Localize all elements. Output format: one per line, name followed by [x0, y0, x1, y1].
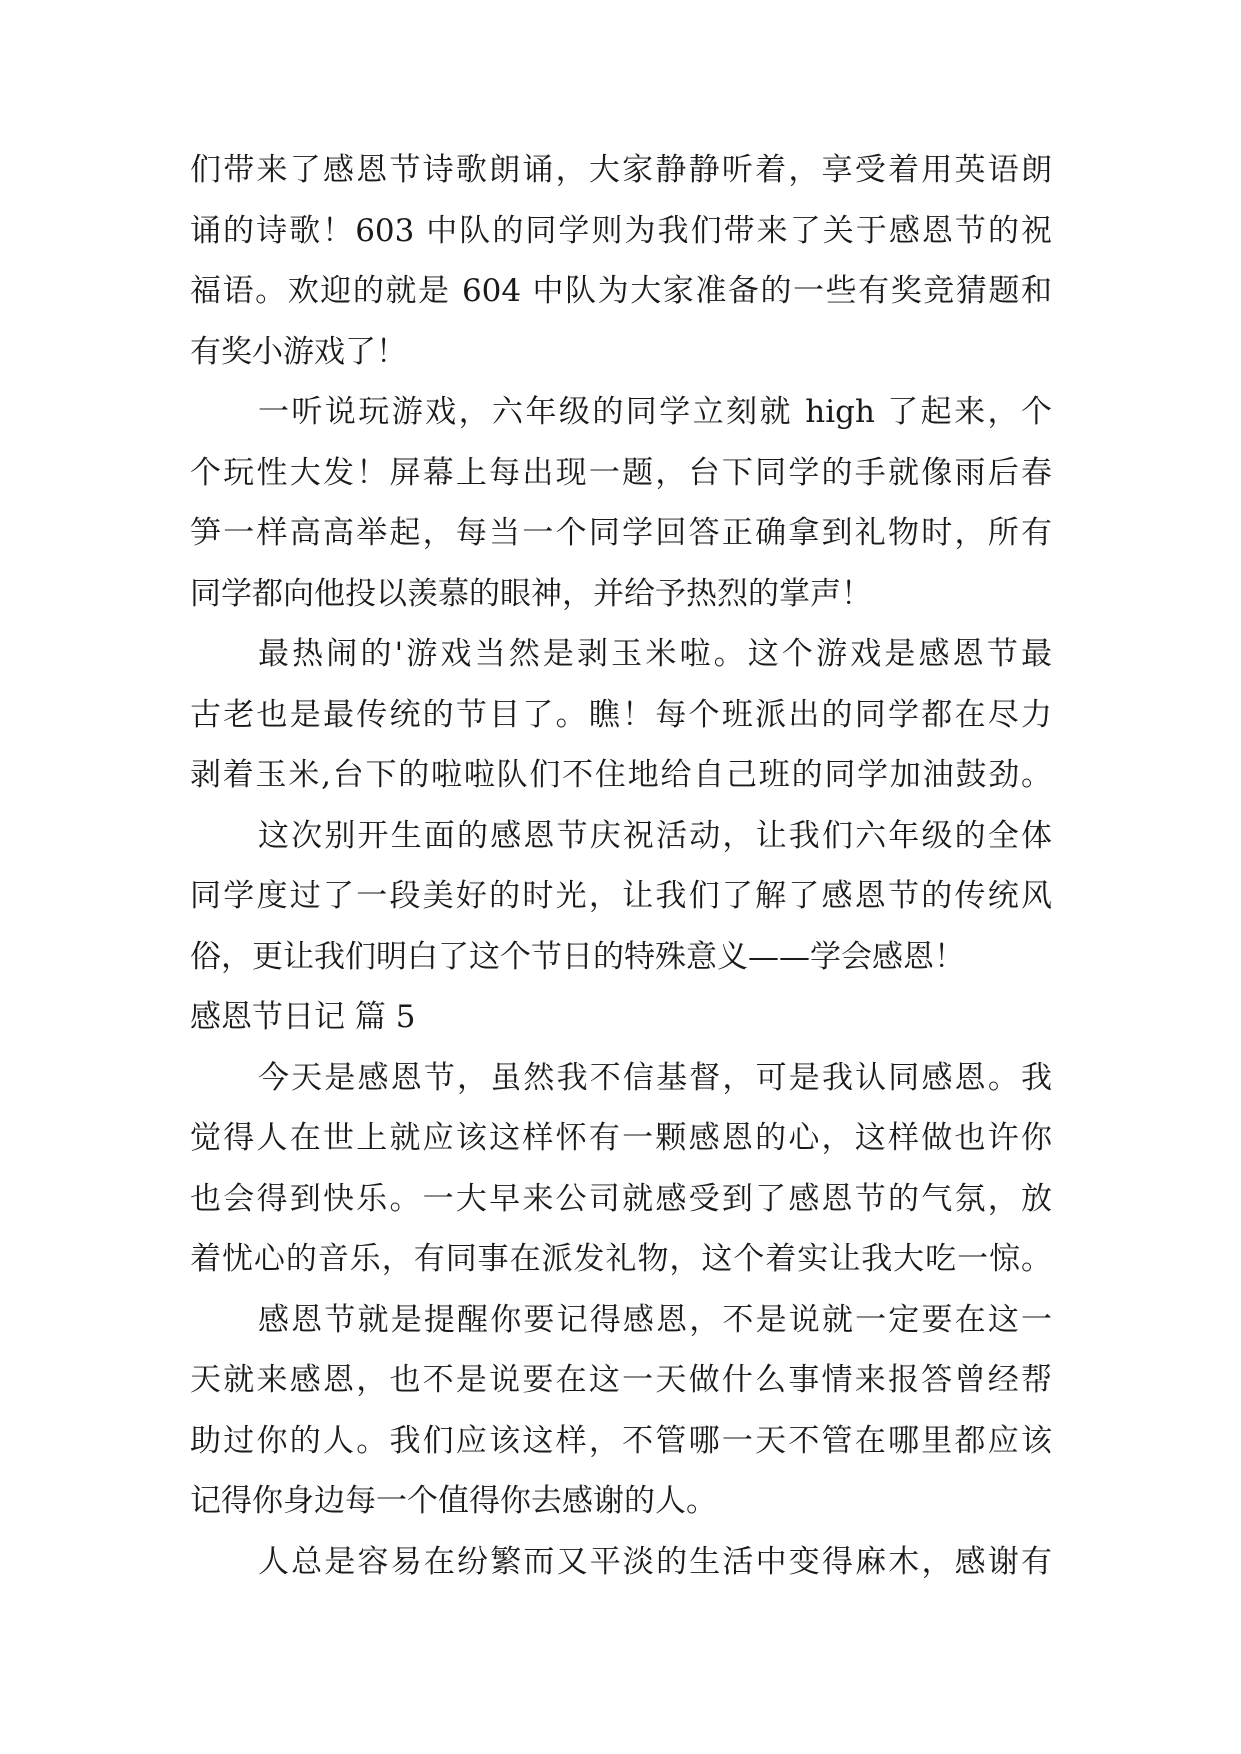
text-line: 感恩节就是提醒你要记得感恩，不是说就一定要在这一 — [258, 1301, 1052, 1338]
text-line: 着忧心的音乐，有同事在派发礼物，这个着实让我大吃一惊。 — [190, 1241, 1052, 1277]
text-line: 们带来了感恩节诗歌朗诵，大家静静听着，享受着用英语朗 — [190, 152, 1052, 188]
paragraph — [190, 624, 1052, 806]
text-line: 个玩性大发！屏幕上每出现一题，台下同学的手就像雨后春 — [190, 454, 1052, 491]
document-body — [190, 140, 1052, 1592]
text-line: 剥着玉米,台下的啦啦队们不住地给自己班的同学加油鼓劲。 — [190, 757, 1052, 793]
paragraph — [190, 1290, 1052, 1532]
text-line: 记得你身边每一个值得你去感谢的人。 — [190, 1483, 717, 1519]
text-line: 笋一样高高举起，每当一个同学回答正确拿到礼物时，所有 — [190, 515, 1052, 551]
text-line: 福语。欢迎的就是 604 中队为大家准备的一些有奖竞猜题和 — [190, 273, 1052, 309]
text-line: 觉得人在世上就应该这样怀有一颗感恩的心，这样做也许你 — [190, 1120, 1052, 1156]
text-line: 有奖小游戏了！ — [190, 333, 407, 370]
text-line: 古老也是最传统的节目了。瞧！每个班派出的同学都在尽力 — [190, 696, 1052, 733]
text-line: 诵的诗歌！603 中队的同学则为我们带来了关于感恩节的祝 — [190, 212, 1052, 249]
text-line: 助过你的人。我们应该这样，不管哪一天不管在哪里都应该 — [190, 1422, 1052, 1459]
text-line: 天就来感恩，也不是说要在这一天做什么事情来报答曾经帮 — [190, 1362, 1052, 1398]
text-line: 也会得到快乐。一大早来公司就感受到了感恩节的气氛，放 — [190, 1180, 1052, 1217]
text-line: 这次别开生面的感恩节庆祝活动，让我们六年级的全体 — [258, 817, 1052, 854]
text-line: 人总是容易在纷繁而又平淡的生活中变得麻木，感谢有 — [258, 1543, 1052, 1580]
text-line: 今天是感恩节，虽然我不信基督，可是我认同感恩。我 — [258, 1059, 1052, 1096]
paragraph — [190, 382, 1052, 624]
paragraph — [190, 1048, 1052, 1290]
text-line: 最热闹的'游戏当然是剥玉米啦。这个游戏是感恩节最 — [258, 636, 1052, 672]
text-line: 一听说玩游戏，六年级的同学立刻就 high 了起来，个 — [258, 394, 1052, 430]
section-heading: 感恩节日记 篇 5 — [190, 999, 416, 1035]
text-line: 同学度过了一段美好的时光，让我们了解了感恩节的传统风 — [190, 878, 1052, 914]
paragraph — [190, 806, 1052, 988]
paragraph — [190, 140, 1052, 382]
text-line: 俗，更让我们明白了这个节日的特殊意义——学会感恩！ — [190, 938, 965, 975]
paragraph — [190, 1532, 1052, 1593]
text-line: 同学都向他投以羡慕的眼神，并给予热烈的掌声！ — [190, 575, 872, 612]
